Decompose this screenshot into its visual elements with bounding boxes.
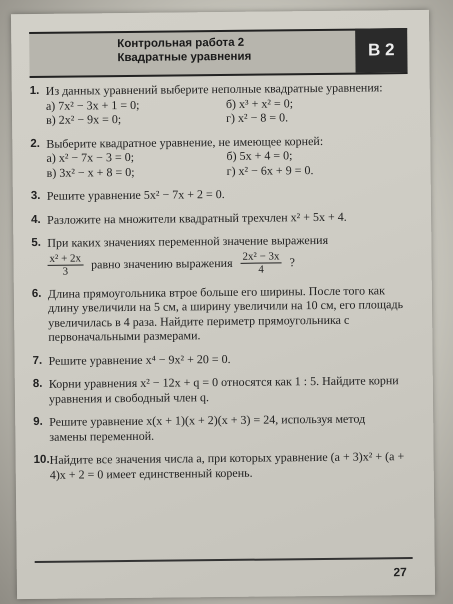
fraction-1 (47, 252, 83, 277)
fraction-numerator: x² + 2x (47, 252, 83, 265)
option-c: в) 3x² − x + 8 = 0; (46, 164, 135, 180)
task-number: 5. (31, 236, 42, 250)
header-title (117, 35, 307, 65)
task-text: Решите уравнение x(x + 1)(x + 2)(x + 3) = 24, используя метод замены переменной. (49, 411, 366, 444)
variant-badge: В 2 (355, 28, 407, 73)
footer-divider (35, 557, 413, 563)
fraction-denominator: 3 (62, 265, 69, 278)
option-b: б) 5x + 4 = 0; (226, 148, 293, 163)
option-d: г) x² − 8 = 0. (225, 110, 289, 125)
task-number: 10. (33, 453, 50, 466)
option-a: а) 7x² − 3x + 1 = 0; (45, 97, 140, 113)
option-c: в) 2x² − 9x = 0; (45, 112, 122, 127)
task-text: Разложите на множители квадратный трехчлен x² + 5x + 4. (47, 209, 347, 227)
fraction-line (47, 249, 403, 278)
task-9 (35, 411, 405, 444)
task-number: 3. (30, 189, 41, 203)
fraction-2 (240, 250, 281, 275)
task-text: Длина прямоугольника втрое больше его ширины. После того как длину увеличили на 5 см, а ширину увеличили на 10 см, его площадь увеличилась в 4 раза. Найдите периметр прямоугольника с первоначальными размерами. (47, 282, 404, 344)
task-10 (33, 449, 406, 482)
task-number: 7. (32, 354, 43, 367)
task-number: 1. (29, 84, 40, 98)
task-number: 4. (31, 213, 41, 226)
task-options (46, 95, 402, 128)
task-options (46, 147, 402, 180)
book-page (11, 10, 435, 599)
page-header (29, 28, 407, 78)
task-number: 6. (31, 287, 42, 300)
header-title-line2: Квадратные уравнения (117, 50, 252, 65)
task-text: Из данных уравнений выберите неполные квадратные уравнения: (45, 80, 383, 98)
option-a: а) x² − 7x − 3 = 0; (46, 149, 135, 165)
task-number: 9. (33, 415, 43, 428)
task-list (29, 80, 406, 491)
option-d: г) x² − 6x + 9 = 0. (226, 162, 314, 178)
fraction-numerator: 2x² − 3x (240, 250, 281, 263)
task-4 (33, 209, 403, 227)
task-number: 2. (30, 137, 40, 150)
question-mark: ? (289, 254, 295, 270)
header-title-line1: Контрольная работа 2 (117, 36, 245, 51)
task-6 (31, 282, 405, 345)
task-text: Решите уравнение x⁴ − 9x² + 20 = 0. (48, 351, 231, 368)
page-number: 27 (393, 565, 407, 580)
task-3 (30, 185, 403, 203)
task-2 (32, 133, 402, 180)
task-text: Выберите квадратное уравнение, не имеющее корней: (46, 133, 324, 151)
task-text: При каких значениях переменной значение выражения (47, 232, 329, 250)
fraction-middle-text: равно значению выражения (91, 255, 233, 272)
fraction-denominator: 4 (258, 263, 264, 276)
task-7 (32, 350, 405, 368)
task-1 (29, 80, 402, 127)
option-b: б) x³ + x² = 0; (225, 95, 294, 111)
task-5 (33, 232, 403, 277)
task-text: Найдите все значения числа a, при которых уравнение (a + 3)x² + (a + 4)x + 2 = 0 имеет единственный корень. (49, 449, 405, 482)
task-8 (32, 373, 405, 406)
task-text: Решите уравнение 5x² − 7x + 2 = 0. (46, 186, 225, 203)
task-number: 8. (32, 377, 43, 390)
task-text: Корни уравнения x² − 12x + q = 0 относятся как 1 : 5. Найдите корни уравнения и свободный член q. (48, 373, 399, 406)
